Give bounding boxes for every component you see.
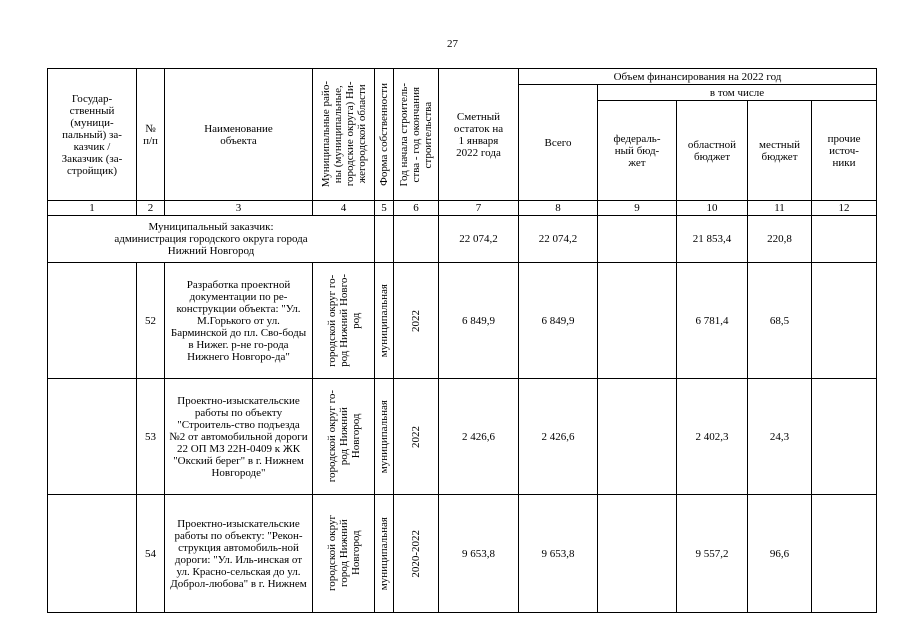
row-federal: [598, 379, 677, 495]
header-including: в том числе: [598, 85, 877, 101]
column-number: 6: [394, 201, 439, 216]
group-label: Муниципальный заказчик: администрация городского округа города Нижний Новгород: [48, 216, 375, 263]
row-no: 54: [137, 495, 165, 613]
table-row: [48, 263, 877, 379]
group-regional: 21 853,4: [677, 216, 748, 263]
header-object-name: Наименование объекта: [165, 69, 313, 201]
group-years: [394, 216, 439, 263]
column-number: 8: [519, 201, 598, 216]
row-customer: [48, 263, 137, 379]
column-number: 2: [137, 201, 165, 216]
header-customer: Государ- ственный (муници- пальный) за- казчик / Заказчик (за- стройщик): [48, 69, 137, 201]
row-district: городской округ город Нижний Новгород: [313, 495, 375, 613]
row-no: 52: [137, 263, 165, 379]
column-number: 9: [598, 201, 677, 216]
row-federal: [598, 495, 677, 613]
column-number: 7: [439, 201, 519, 216]
row-balance: 6 849,9: [439, 263, 519, 379]
row-ownership: муниципальная: [375, 495, 394, 613]
row-ownership: муниципальная: [375, 379, 394, 495]
row-district: городской округ го- род Нижний Новго- род: [313, 263, 375, 379]
row-other: [812, 495, 877, 613]
row-federal: [598, 263, 677, 379]
row-no: 53: [137, 379, 165, 495]
row-years: 2020-2022: [394, 495, 439, 613]
group-ownership: [375, 216, 394, 263]
page-number: 27: [447, 38, 458, 50]
financing-table: [47, 68, 877, 613]
header-total: Всего: [519, 85, 598, 201]
group-total: 22 074,2: [519, 216, 598, 263]
column-number: 10: [677, 201, 748, 216]
column-number: 4: [313, 201, 375, 216]
row-total: 6 849,9: [519, 263, 598, 379]
row-ownership: муниципальная: [375, 263, 394, 379]
row-years: 2022: [394, 263, 439, 379]
group-federal: [598, 216, 677, 263]
column-number-row: [48, 201, 877, 216]
row-local: 96,6: [748, 495, 812, 613]
row-other: [812, 379, 877, 495]
group-local: 220,8: [748, 216, 812, 263]
row-other: [812, 263, 877, 379]
header-federal: федераль- ный бюд- жет: [598, 101, 677, 201]
column-number: 11: [748, 201, 812, 216]
row-customer: [48, 495, 137, 613]
row-object-name: Проектно-изыскательские работы по объекту "Строитель-ство подъезда №2 от автомобильной дороги 22 ОП МЗ 22Н-0409 к ЖК "Окский берег" в г. Нижнем Новгороде": [165, 379, 313, 495]
row-object-name: Разработка проектной документации по ре-конструкции объекта: "Ул. М.Горького от ул. Барминской до пл. Сво-боды в Нижег. р-не го-рода Нижнего Новгоро-да": [165, 263, 313, 379]
row-local: 68,5: [748, 263, 812, 379]
header-local: местный бюджет: [748, 101, 812, 201]
header-districts: Муниципальные райо- ны (муниципальные, городские округа) Ни- жегородской области: [313, 69, 375, 201]
header-financing: Объем финансирования на 2022 год: [519, 69, 877, 85]
group-row: [48, 216, 877, 263]
header-regional: областной бюджет: [677, 101, 748, 201]
row-total: 2 426,6: [519, 379, 598, 495]
row-total: 9 653,8: [519, 495, 598, 613]
table-row: [48, 495, 877, 613]
row-regional: 9 557,2: [677, 495, 748, 613]
row-years: 2022: [394, 379, 439, 495]
row-local: 24,3: [748, 379, 812, 495]
header-other: прочие источ- ники: [812, 101, 877, 201]
column-number: 5: [375, 201, 394, 216]
header-years: Год начала строитель- ства - год окончания строительства: [394, 69, 439, 201]
group-other: [812, 216, 877, 263]
header-ownership: Форма собственности: [375, 69, 394, 201]
row-regional: 6 781,4: [677, 263, 748, 379]
row-district: городской округ го- род Нижний Новгород: [313, 379, 375, 495]
column-number: 12: [812, 201, 877, 216]
row-balance: 2 426,6: [439, 379, 519, 495]
header-no: № п/п: [137, 69, 165, 201]
row-customer: [48, 379, 137, 495]
header-balance: Сметный остаток на 1 января 2022 года: [439, 69, 519, 201]
group-balance: 22 074,2: [439, 216, 519, 263]
row-object-name: Проектно-изыскательские работы по объекту: "Рекон-струкция автомобиль-ной дороги: "Ул. Иль-инская от ул. Красно-сельская до ул. Доброл-любова" в г. Нижнем: [165, 495, 313, 613]
row-balance: 9 653,8: [439, 495, 519, 613]
column-number: 1: [48, 201, 137, 216]
table-row: [48, 379, 877, 495]
column-number: 3: [165, 201, 313, 216]
row-regional: 2 402,3: [677, 379, 748, 495]
